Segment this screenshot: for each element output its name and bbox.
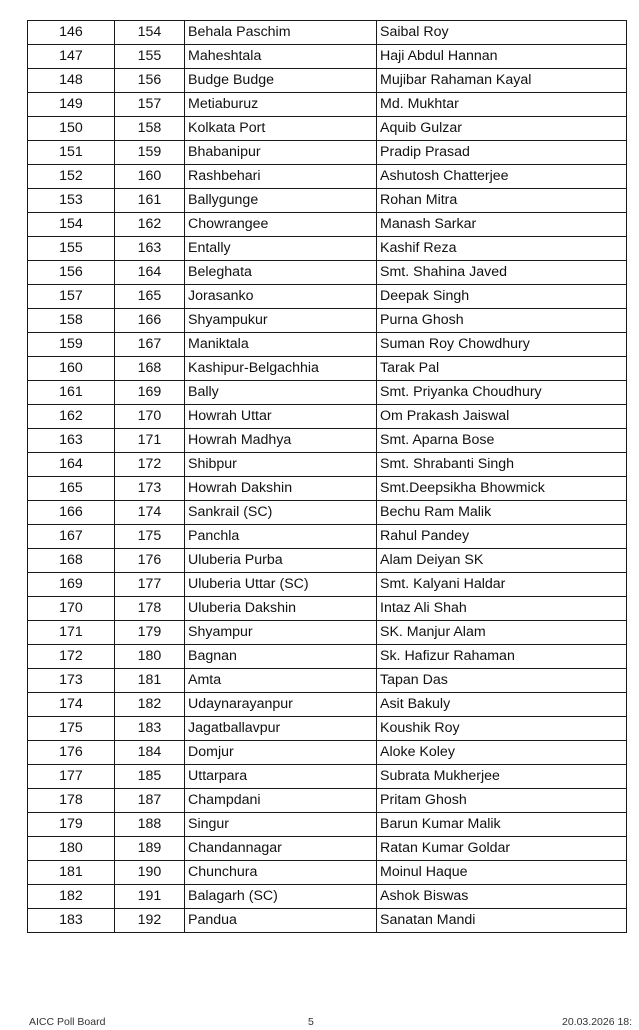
table-row xyxy=(28,285,627,309)
constituency-number-cell: 168 xyxy=(115,357,185,381)
table-row xyxy=(28,333,627,357)
candidate-name-cell: Alam Deiyan SK xyxy=(377,549,627,573)
candidate-name-cell: Md. Mukhtar xyxy=(377,93,627,117)
table-row xyxy=(28,357,627,381)
constituency-name-cell: Maheshtala xyxy=(185,45,377,69)
serial-number-cell: 163 xyxy=(28,429,115,453)
serial-number-cell: 166 xyxy=(28,501,115,525)
candidate-name-cell: Barun Kumar Malik xyxy=(377,813,627,837)
page-footer xyxy=(0,1016,639,1030)
constituency-number-cell: 174 xyxy=(115,501,185,525)
candidate-name-cell: Smt. Shrabanti Singh xyxy=(377,453,627,477)
constituency-number-cell: 179 xyxy=(115,621,185,645)
serial-number-cell: 168 xyxy=(28,549,115,573)
serial-number-cell: 148 xyxy=(28,69,115,93)
candidate-name-cell: Saibal Roy xyxy=(377,21,627,45)
constituency-number-cell: 172 xyxy=(115,453,185,477)
candidate-name-cell: Kashif Reza xyxy=(377,237,627,261)
constituency-name-cell: Maniktala xyxy=(185,333,377,357)
candidate-name-cell: Sanatan Mandi xyxy=(377,909,627,933)
constituency-number-cell: 182 xyxy=(115,693,185,717)
table-row xyxy=(28,141,627,165)
table-row xyxy=(28,405,627,429)
table-row xyxy=(28,525,627,549)
constituency-number-cell: 161 xyxy=(115,189,185,213)
constituency-number-cell: 185 xyxy=(115,765,185,789)
table-row xyxy=(28,237,627,261)
serial-number-cell: 169 xyxy=(28,573,115,597)
constituency-name-cell: Chandannagar xyxy=(185,837,377,861)
constituency-name-cell: Chunchura xyxy=(185,861,377,885)
constituency-number-cell: 157 xyxy=(115,93,185,117)
table-row xyxy=(28,765,627,789)
constituency-number-cell: 170 xyxy=(115,405,185,429)
constituency-number-cell: 162 xyxy=(115,213,185,237)
constituency-name-cell: Jagatballavpur xyxy=(185,717,377,741)
serial-number-cell: 174 xyxy=(28,693,115,717)
table-row xyxy=(28,213,627,237)
candidate-name-cell: Smt. Kalyani Haldar xyxy=(377,573,627,597)
candidate-name-cell: Ashutosh Chatterjee xyxy=(377,165,627,189)
table-row xyxy=(28,45,627,69)
candidate-name-cell: Intaz Ali Shah xyxy=(377,597,627,621)
constituency-name-cell: Howrah Madhya xyxy=(185,429,377,453)
table-row xyxy=(28,717,627,741)
table-row xyxy=(28,861,627,885)
table-row xyxy=(28,837,627,861)
serial-number-cell: 172 xyxy=(28,645,115,669)
constituency-name-cell: Domjur xyxy=(185,741,377,765)
serial-number-cell: 158 xyxy=(28,309,115,333)
serial-number-cell: 149 xyxy=(28,93,115,117)
serial-number-cell: 151 xyxy=(28,141,115,165)
table-row xyxy=(28,477,627,501)
constituency-number-cell: 189 xyxy=(115,837,185,861)
table-row xyxy=(28,669,627,693)
serial-number-cell: 150 xyxy=(28,117,115,141)
constituency-name-cell: Ballygunge xyxy=(185,189,377,213)
candidate-name-cell: Koushik Roy xyxy=(377,717,627,741)
constituency-name-cell: Howrah Dakshin xyxy=(185,477,377,501)
constituency-number-cell: 154 xyxy=(115,21,185,45)
constituency-name-cell: Uluberia Dakshin xyxy=(185,597,377,621)
constituency-number-cell: 180 xyxy=(115,645,185,669)
candidate-name-cell: Smt.Deepsikha Bhowmick xyxy=(377,477,627,501)
table-row xyxy=(28,573,627,597)
constituency-number-cell: 184 xyxy=(115,741,185,765)
constituency-name-cell: Budge Budge xyxy=(185,69,377,93)
constituency-name-cell: Bhabanipur xyxy=(185,141,377,165)
candidate-name-cell: Bechu Ram Malik xyxy=(377,501,627,525)
table-row xyxy=(28,69,627,93)
constituency-number-cell: 173 xyxy=(115,477,185,501)
serial-number-cell: 167 xyxy=(28,525,115,549)
candidate-name-cell: Asit Bakuly xyxy=(377,693,627,717)
constituency-name-cell: Champdani xyxy=(185,789,377,813)
candidate-name-cell: Pritam Ghosh xyxy=(377,789,627,813)
constituency-number-cell: 165 xyxy=(115,285,185,309)
candidate-name-cell: Haji Abdul Hannan xyxy=(377,45,627,69)
candidate-table-body xyxy=(28,21,627,933)
serial-number-cell: 171 xyxy=(28,621,115,645)
serial-number-cell: 177 xyxy=(28,765,115,789)
candidate-name-cell: Aloke Koley xyxy=(377,741,627,765)
constituency-number-cell: 177 xyxy=(115,573,185,597)
candidate-name-cell: Purna Ghosh xyxy=(377,309,627,333)
serial-number-cell: 159 xyxy=(28,333,115,357)
serial-number-cell: 176 xyxy=(28,741,115,765)
serial-number-cell: 146 xyxy=(28,21,115,45)
serial-number-cell: 153 xyxy=(28,189,115,213)
serial-number-cell: 157 xyxy=(28,285,115,309)
serial-number-cell: 164 xyxy=(28,453,115,477)
candidate-name-cell: Ashok Biswas xyxy=(377,885,627,909)
candidate-name-cell: Sk. Hafizur Rahaman xyxy=(377,645,627,669)
serial-number-cell: 154 xyxy=(28,213,115,237)
serial-number-cell: 156 xyxy=(28,261,115,285)
table-row xyxy=(28,789,627,813)
constituency-name-cell: Entally xyxy=(185,237,377,261)
candidate-name-cell: Ratan Kumar Goldar xyxy=(377,837,627,861)
serial-number-cell: 182 xyxy=(28,885,115,909)
table-row xyxy=(28,165,627,189)
constituency-name-cell: Kolkata Port xyxy=(185,117,377,141)
serial-number-cell: 181 xyxy=(28,861,115,885)
candidate-table xyxy=(27,20,627,933)
constituency-name-cell: Balagarh (SC) xyxy=(185,885,377,909)
constituency-number-cell: 164 xyxy=(115,261,185,285)
table-row xyxy=(28,453,627,477)
candidate-name-cell: Smt. Shahina Javed xyxy=(377,261,627,285)
candidate-name-cell: Tapan Das xyxy=(377,669,627,693)
constituency-number-cell: 190 xyxy=(115,861,185,885)
constituency-number-cell: 171 xyxy=(115,429,185,453)
constituency-name-cell: Behala Paschim xyxy=(185,21,377,45)
candidate-name-cell: Deepak Singh xyxy=(377,285,627,309)
constituency-number-cell: 178 xyxy=(115,597,185,621)
table-row xyxy=(28,501,627,525)
candidate-name-cell: Pradip Prasad xyxy=(377,141,627,165)
candidate-name-cell: Manash Sarkar xyxy=(377,213,627,237)
candidate-name-cell: Rohan Mitra xyxy=(377,189,627,213)
candidate-name-cell: Om Prakash Jaiswal xyxy=(377,405,627,429)
table-row xyxy=(28,741,627,765)
table-row xyxy=(28,549,627,573)
table-row xyxy=(28,117,627,141)
candidate-name-cell: Rahul Pandey xyxy=(377,525,627,549)
candidate-name-cell: Mujibar Rahaman Kayal xyxy=(377,69,627,93)
serial-number-cell: 179 xyxy=(28,813,115,837)
serial-number-cell: 155 xyxy=(28,237,115,261)
constituency-number-cell: 169 xyxy=(115,381,185,405)
serial-number-cell: 180 xyxy=(28,837,115,861)
serial-number-cell: 160 xyxy=(28,357,115,381)
constituency-number-cell: 167 xyxy=(115,333,185,357)
candidate-name-cell: Smt. Priyanka Choudhury xyxy=(377,381,627,405)
table-row xyxy=(28,621,627,645)
serial-number-cell: 165 xyxy=(28,477,115,501)
constituency-name-cell: Bally xyxy=(185,381,377,405)
constituency-name-cell: Shyampukur xyxy=(185,309,377,333)
constituency-name-cell: Singur xyxy=(185,813,377,837)
constituency-number-cell: 175 xyxy=(115,525,185,549)
constituency-number-cell: 163 xyxy=(115,237,185,261)
serial-number-cell: 161 xyxy=(28,381,115,405)
table-row xyxy=(28,93,627,117)
table-row xyxy=(28,21,627,45)
constituency-name-cell: Uluberia Uttar (SC) xyxy=(185,573,377,597)
constituency-name-cell: Panchla xyxy=(185,525,377,549)
table-row xyxy=(28,429,627,453)
footer-source: AICC Poll Board xyxy=(29,1016,106,1028)
constituency-number-cell: 158 xyxy=(115,117,185,141)
constituency-number-cell: 160 xyxy=(115,165,185,189)
constituency-name-cell: Pandua xyxy=(185,909,377,933)
constituency-number-cell: 191 xyxy=(115,885,185,909)
constituency-number-cell: 192 xyxy=(115,909,185,933)
constituency-name-cell: Howrah Uttar xyxy=(185,405,377,429)
candidate-name-cell: Moinul Haque xyxy=(377,861,627,885)
constituency-name-cell: Udaynarayanpur xyxy=(185,693,377,717)
constituency-name-cell: Shyampur xyxy=(185,621,377,645)
constituency-name-cell: Metiaburuz xyxy=(185,93,377,117)
constituency-number-cell: 166 xyxy=(115,309,185,333)
table-row xyxy=(28,909,627,933)
table-row xyxy=(28,309,627,333)
candidate-name-cell: Subrata Mukherjee xyxy=(377,765,627,789)
table-row xyxy=(28,813,627,837)
table-row xyxy=(28,885,627,909)
serial-number-cell: 152 xyxy=(28,165,115,189)
candidate-name-cell: Aquib Gulzar xyxy=(377,117,627,141)
serial-number-cell: 175 xyxy=(28,717,115,741)
serial-number-cell: 183 xyxy=(28,909,115,933)
constituency-name-cell: Uttarpara xyxy=(185,765,377,789)
candidate-name-cell: SK. Manjur Alam xyxy=(377,621,627,645)
constituency-name-cell: Jorasanko xyxy=(185,285,377,309)
footer-timestamp: 20.03.2026 18: xyxy=(562,1016,633,1028)
serial-number-cell: 170 xyxy=(28,597,115,621)
candidate-name-cell: Smt. Aparna Bose xyxy=(377,429,627,453)
constituency-number-cell: 188 xyxy=(115,813,185,837)
table-row xyxy=(28,693,627,717)
table-row xyxy=(28,261,627,285)
constituency-name-cell: Beleghata xyxy=(185,261,377,285)
constituency-name-cell: Sankrail (SC) xyxy=(185,501,377,525)
candidate-name-cell: Tarak Pal xyxy=(377,357,627,381)
constituency-number-cell: 156 xyxy=(115,69,185,93)
constituency-number-cell: 176 xyxy=(115,549,185,573)
candidate-list-sheet xyxy=(27,20,626,933)
constituency-number-cell: 187 xyxy=(115,789,185,813)
candidate-name-cell: Suman Roy Chowdhury xyxy=(377,333,627,357)
constituency-number-cell: 181 xyxy=(115,669,185,693)
constituency-name-cell: Amta xyxy=(185,669,377,693)
footer-page-number: 5 xyxy=(308,1016,314,1028)
constituency-name-cell: Uluberia Purba xyxy=(185,549,377,573)
constituency-name-cell: Kashipur-Belgachhia xyxy=(185,357,377,381)
serial-number-cell: 178 xyxy=(28,789,115,813)
constituency-number-cell: 159 xyxy=(115,141,185,165)
serial-number-cell: 162 xyxy=(28,405,115,429)
constituency-name-cell: Shibpur xyxy=(185,453,377,477)
constituency-name-cell: Rashbehari xyxy=(185,165,377,189)
constituency-name-cell: Chowrangee xyxy=(185,213,377,237)
serial-number-cell: 147 xyxy=(28,45,115,69)
table-row xyxy=(28,381,627,405)
constituency-name-cell: Bagnan xyxy=(185,645,377,669)
constituency-number-cell: 155 xyxy=(115,45,185,69)
constituency-number-cell: 183 xyxy=(115,717,185,741)
serial-number-cell: 173 xyxy=(28,669,115,693)
table-row xyxy=(28,645,627,669)
table-row xyxy=(28,597,627,621)
table-row xyxy=(28,189,627,213)
